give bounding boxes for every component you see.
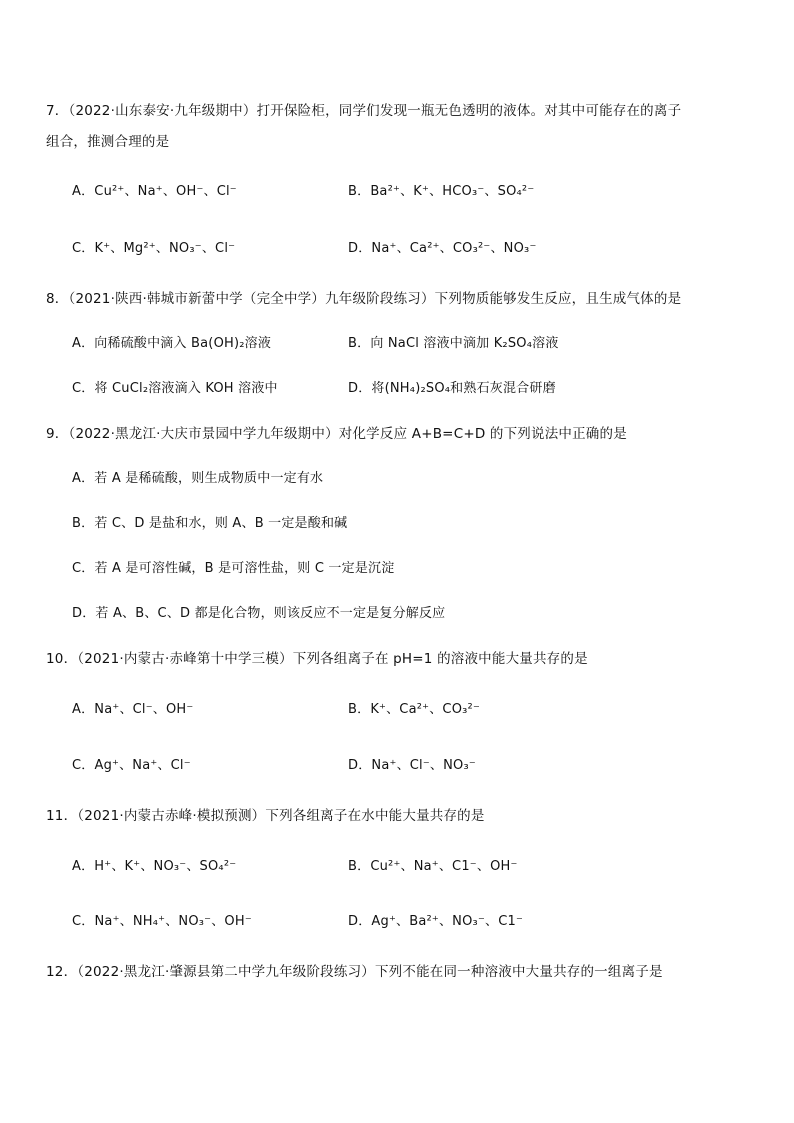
question-7-stem: 7．（2022·山东泰安·九年级期中）打开保险柜，同学们发现一瓶无色透明的液体。对其中可能存在的离子 [46, 103, 682, 119]
question-9-option-b: B．若 C、D 是盐和水，则 A、B 一定是酸和碱 [72, 516, 348, 531]
question-7-stem-continued: 组合，推测合理的是 [46, 134, 170, 150]
question-12-stem: 12．（2022·黑龙江·肇源县第二中学九年级阶段练习）下列不能在同一种溶液中大量共存的一组离子是 [46, 964, 663, 980]
question-10-option-b: B．K⁺、Ca²⁺、CO₃²⁻ [348, 702, 481, 717]
question-8-stem: 8．（2021·陕西·韩城市新蕾中学（完全中学）九年级阶段练习）下列物质能够发生反应，且生成气体的是 [46, 291, 682, 307]
question-9-option-c: C．若 A 是可溶性碱，B 是可溶性盐，则 C 一定是沉淀 [72, 561, 395, 576]
question-10-option-d: D．Na⁺、Cl⁻、NO₃⁻ [348, 758, 476, 773]
question-9-stem: 9．（2022·黑龙江·大庆市景园中学九年级期中）对化学反应 A+B=C+D 的下列说法中正确的是 [46, 426, 627, 442]
question-8-option-c: C．将 CuCl₂溶液滴入 KOH 溶液中 [72, 381, 278, 396]
question-8-option-b: B．向 NaCl 溶液中滴加 K₂SO₄溶液 [348, 336, 559, 351]
question-10-option-a: A．Na⁺、Cl⁻、OH⁻ [72, 702, 194, 717]
question-8-option-a: A．向稀硫酸中滴入 Ba(OH)₂溶液 [72, 336, 272, 351]
question-7-option-a: A．Cu²⁺、Na⁺、OH⁻、Cl⁻ [72, 184, 237, 199]
question-7-option-d: D．Na⁺、Ca²⁺、CO₃²⁻、NO₃⁻ [348, 241, 537, 256]
question-8-option-d: D．将(NH₄)₂SO₄和熟石灰混合研磨 [348, 381, 556, 396]
question-11-option-c: C．Na⁺、NH₄⁺、NO₃⁻、OH⁻ [72, 914, 252, 929]
question-11-option-b: B．Cu²⁺、Na⁺、C1⁻、OH⁻ [348, 859, 518, 874]
question-11-option-a: A．H⁺、K⁺、NO₃⁻、SO₄²⁻ [72, 859, 237, 874]
question-7-option-c: C．K⁺、Mg²⁺、NO₃⁻、Cl⁻ [72, 241, 236, 256]
question-11-option-d: D．Ag⁺、Ba²⁺、NO₃⁻、C1⁻ [348, 914, 524, 929]
question-11-stem: 11．（2021·内蒙古赤峰·模拟预测）下列各组离子在水中能大量共存的是 [46, 808, 485, 824]
question-10-option-c: C．Ag⁺、Na⁺、Cl⁻ [72, 758, 191, 773]
question-7-option-b: B．Ba²⁺、K⁺、HCO₃⁻、SO₄²⁻ [348, 184, 535, 199]
question-9-option-d: D．若 A、B、C、D 都是化合物，则该反应不一定是复分解反应 [72, 606, 446, 621]
question-10-stem: 10．（2021·内蒙古·赤峰第十中学三模）下列各组离子在 pH=1 的溶液中能大量共存的是 [46, 651, 588, 667]
question-9-option-a: A．若 A 是稀硫酸，则生成物质中一定有水 [72, 471, 324, 486]
